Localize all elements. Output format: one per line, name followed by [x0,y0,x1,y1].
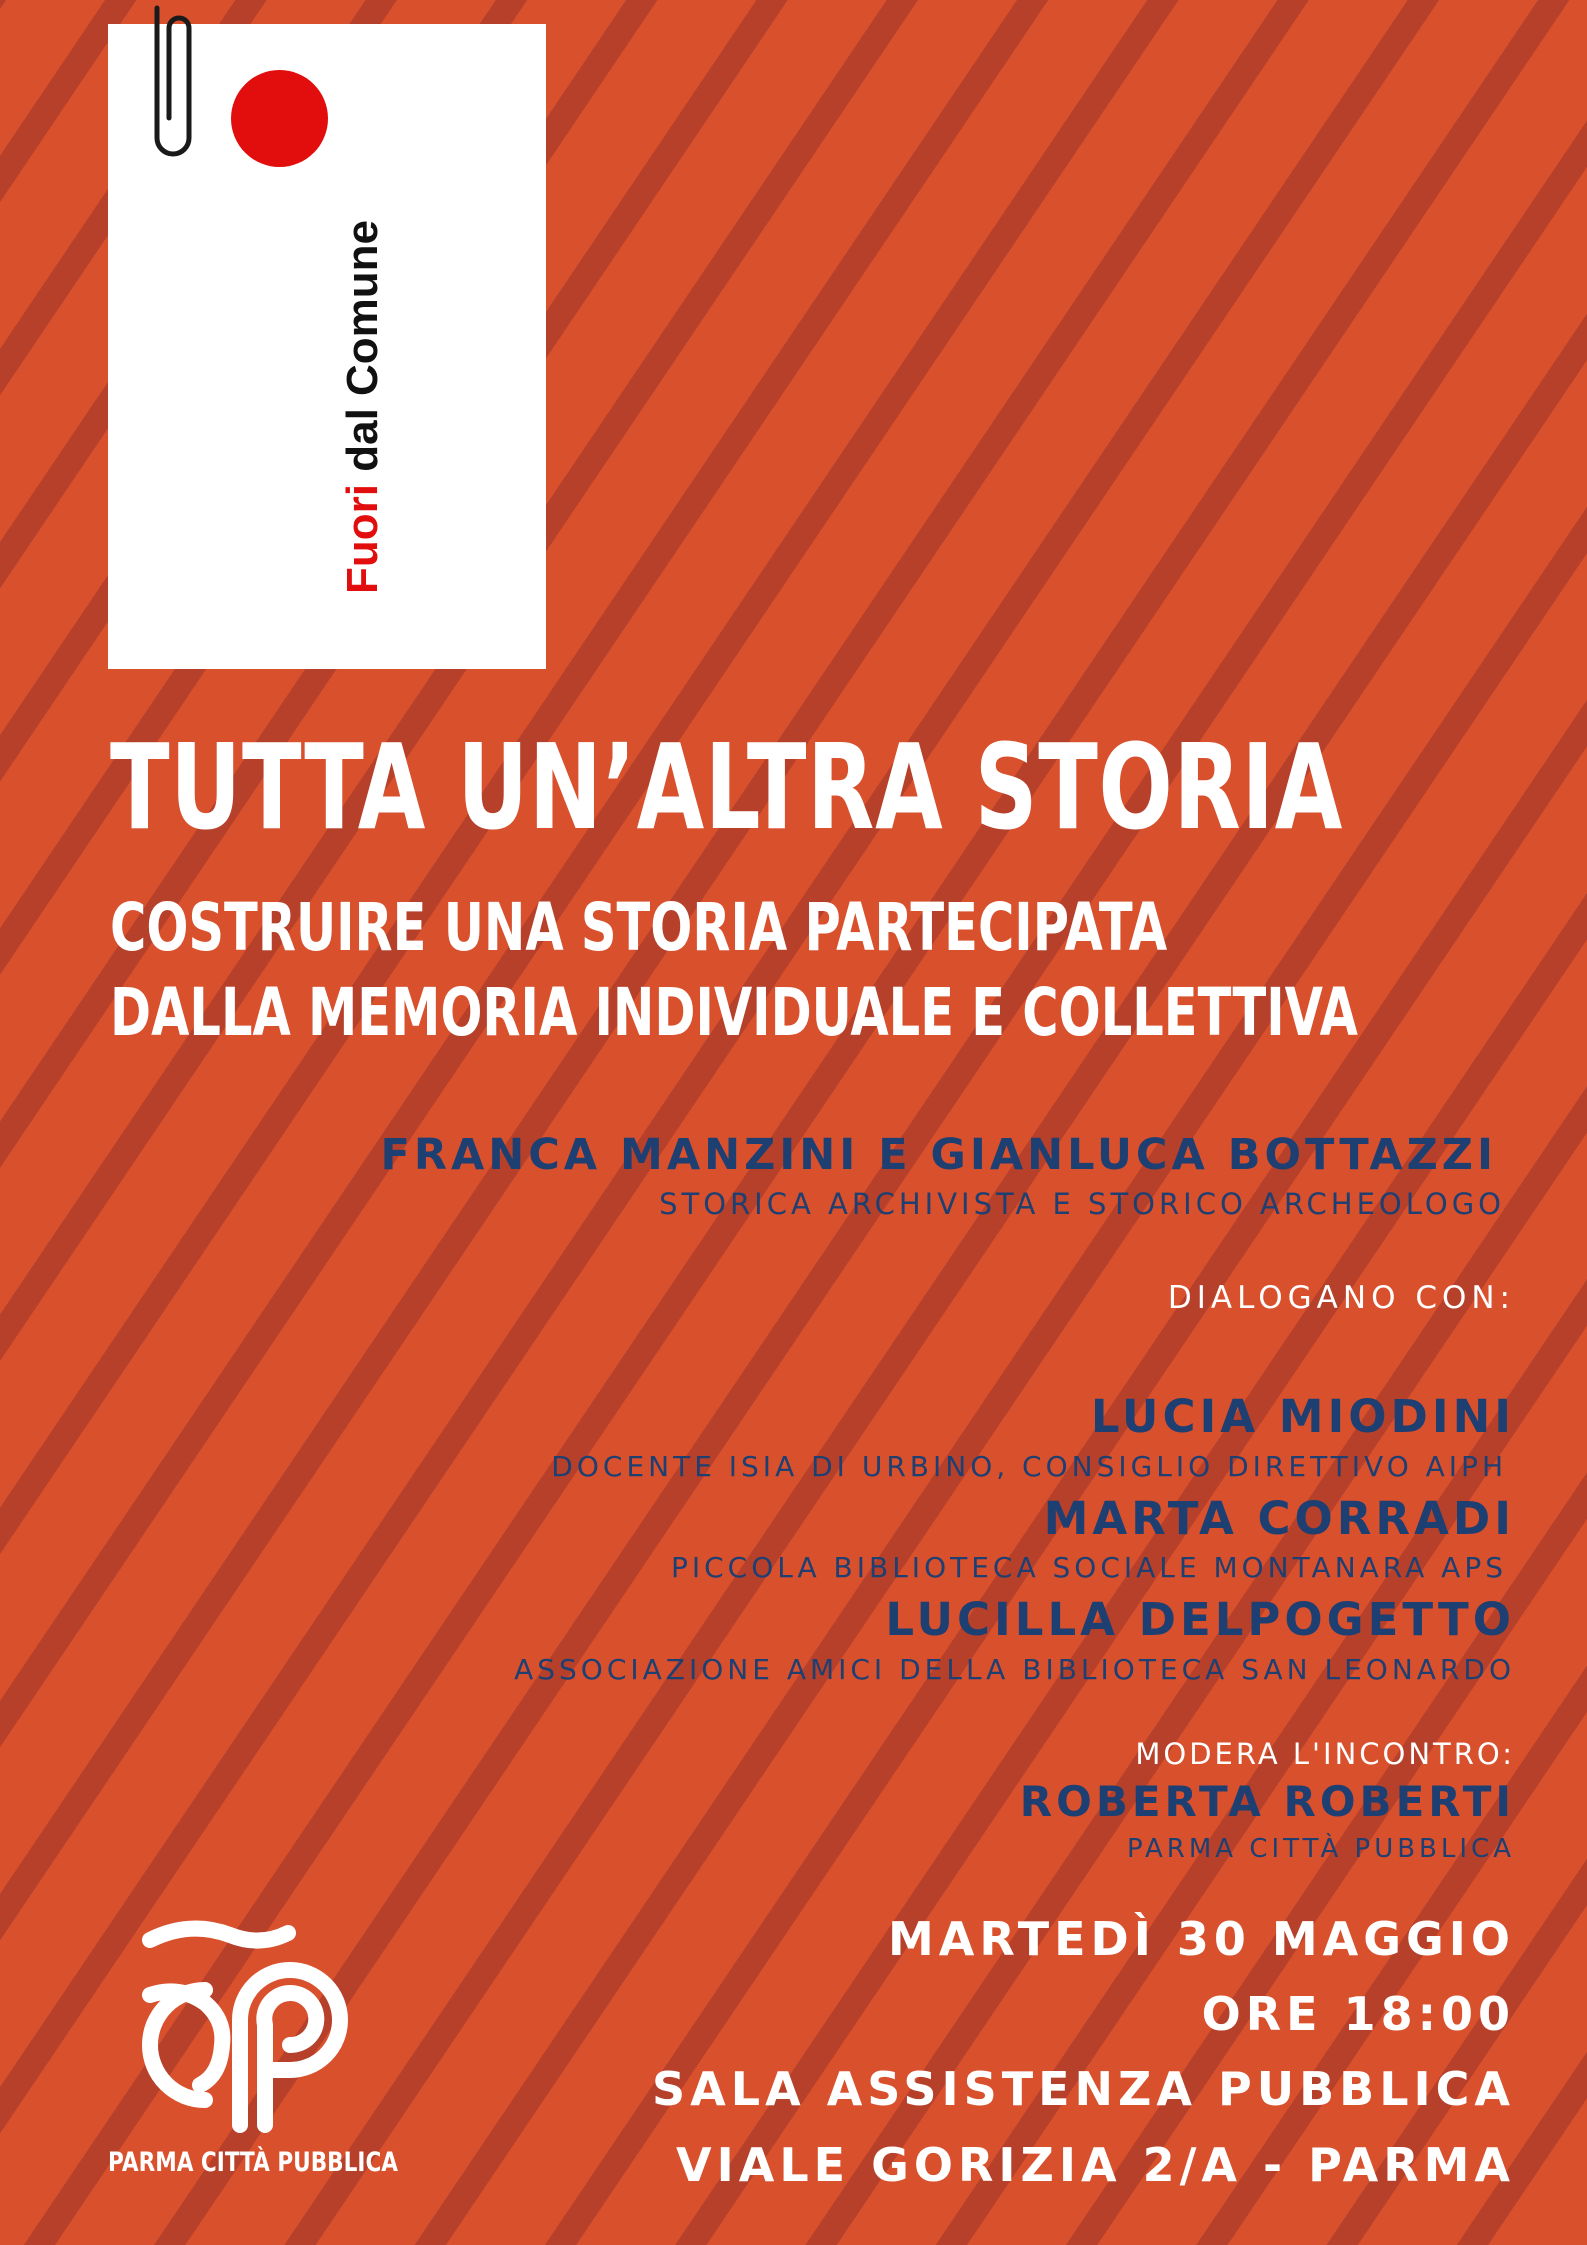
event-title: TUTTA UN’ALTRA STORIA [110,718,1344,856]
guest-1-role: DOCENTE ISIA DI URBINO, CONSIGLIO DIRETTIVO AIPH [551,1450,1507,1483]
logo-word-fuori: Fuori [338,484,387,594]
event-address: VIALE GORIZIA 2/A - PARMA [676,2138,1515,2192]
moderator-name: ROBERTA ROBERTI [1019,1777,1515,1826]
event-venue: SALA ASSISTENZA PUBBLICA [652,2062,1515,2116]
logo-word-dal-comune: dal Comune [338,219,387,472]
red-dot-icon [231,70,328,167]
paperclip-icon [143,0,203,168]
subtitle-line-1: COSTRUIRE UNA STORIA PARTECIPATA [110,889,1168,966]
moderator-label: MODERA L'INCONTRO: [1135,1737,1515,1771]
org-logo-label: PARMA CITTÀ PUBBLICA [108,2147,399,2178]
guest-3-role: ASSOCIAZIONE AMICI DELLA BIBLIOTECA SAN LEONARDO [514,1653,1515,1686]
guest-2-role: PICCOLA BIBLIOTECA SOCIALE MONTANARA APS [670,1551,1507,1584]
parma-citta-pubblica-logo-icon [110,1915,350,2135]
dialogue-label: DIALOGANO CON: [1167,1280,1515,1316]
event-time: ORE 18:00 [1201,1987,1515,2041]
logo-card [108,24,546,669]
speakers-role: STORICA ARCHIVISTA E STORICO ARCHEOLOGO [659,1187,1505,1221]
speakers-name: FRANCA MANZINI E GIANLUCA BOTTAZZI [380,1130,1497,1180]
guest-1-name: LUCIA MIODINI [1090,1390,1515,1443]
moderator-role: PARMA CITTÀ PUBBLICA [1127,1834,1515,1864]
fuori-dal-comune-logo [338,220,388,594]
guest-3-name: LUCILLA DELPOGETTO [885,1593,1515,1646]
guest-2-name: MARTA CORRADI [1043,1492,1515,1545]
subtitle-line-2: DALLA MEMORIA INDIVIDUALE E COLLETTIVA [110,974,1358,1051]
event-date: MARTEDÌ 30 MAGGIO [888,1912,1515,1966]
